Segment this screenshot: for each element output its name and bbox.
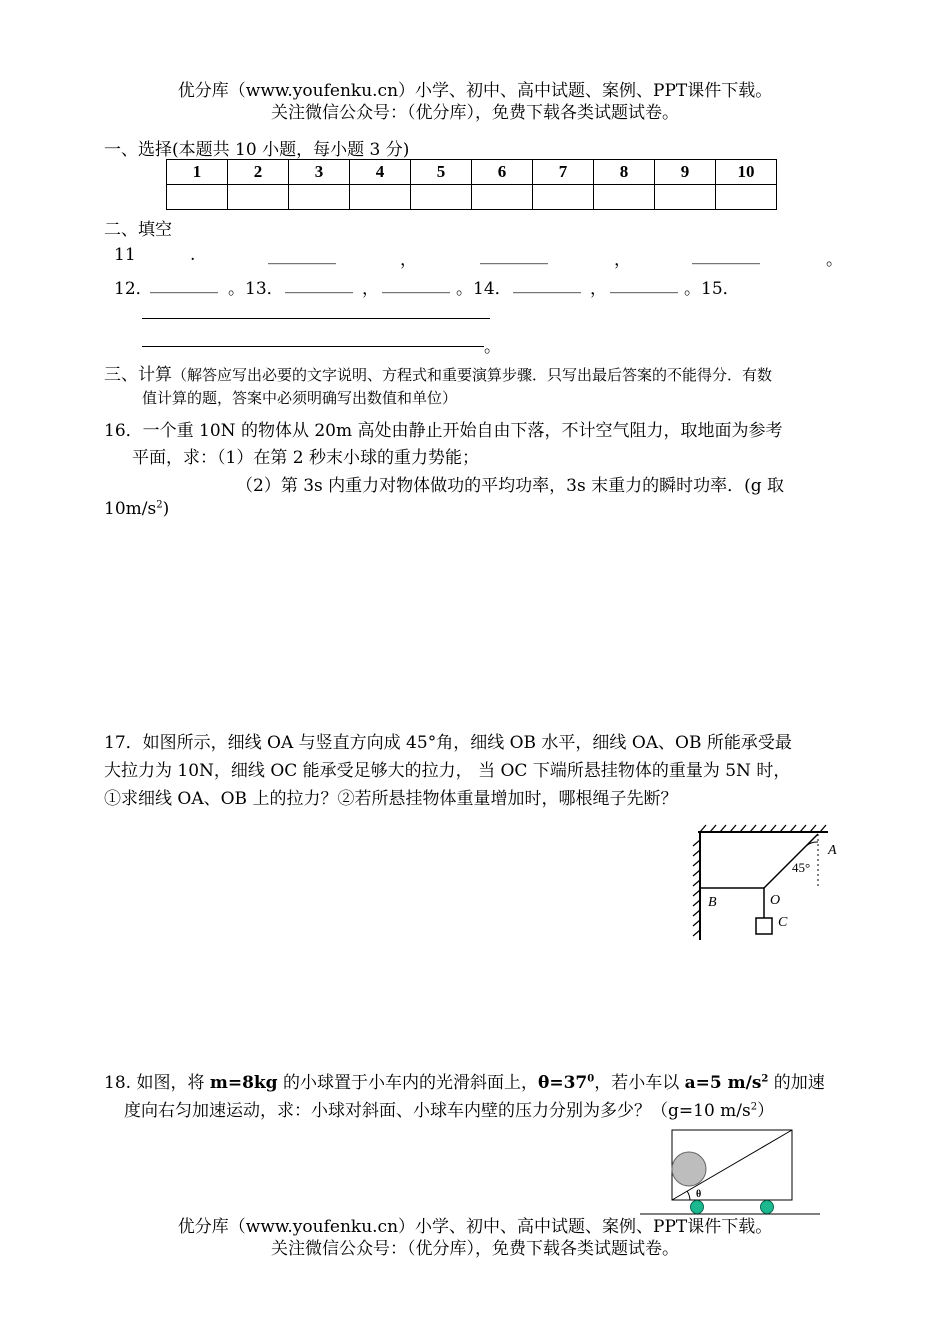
theta-label: θ: [696, 1189, 702, 1200]
answer-table: [166, 159, 777, 210]
q14-comma: ，: [590, 279, 607, 299]
theta-arc: [687, 1191, 690, 1200]
q16-line-3: （2）第 3s 内重力对物体做功的平均功率，3s 末重力的瞬时功率．(g 取: [236, 476, 785, 496]
section-3-heading: 三、计算: [104, 365, 172, 385]
label-o: O: [770, 893, 781, 908]
q18-line-2: 度向右匀加速运动，求：小球对斜面、小球车内壁的压力分别为多少？（g=10 $m/s^2$）: [124, 1101, 775, 1121]
q17-figure: [688, 822, 848, 948]
q17-line-3: ①求细线 OA、OB 上的拉力？②若所悬挂物体重量增加时，哪根绳子先断？: [104, 789, 678, 809]
q18-figure: [640, 1126, 824, 1216]
angle-label: 45°: [792, 860, 811, 875]
q12-blank[interactable]: ________: [150, 274, 218, 294]
ceiling-hatch: [700, 825, 826, 832]
answer-cell-2[interactable]: [228, 185, 289, 210]
answer-cell-10[interactable]: [716, 185, 777, 210]
q13-comma: ，: [362, 279, 379, 299]
q11-comma-2: ，: [614, 250, 631, 270]
section-2-title: 二、填空: [104, 220, 172, 240]
section-1-title: 一、选择(本题共 10 小题，每小题 3 分): [104, 140, 410, 160]
answer-table-header-row: [167, 160, 777, 185]
q13-blank-1[interactable]: ________: [285, 274, 353, 294]
q11-blank-1[interactable]: ________: [268, 245, 336, 265]
hanging-block: [756, 918, 772, 934]
q11-comma-1: ，: [400, 250, 417, 270]
q13-label: 。13．: [228, 279, 284, 299]
q16-line-1: 16．一个重 10N 的物体从 20m 高处由静止开始自由下落，不计空气阻力，取地面为参考: [104, 421, 783, 441]
answer-number-8: 8: [594, 160, 655, 185]
q11-blank-2[interactable]: ________: [480, 245, 548, 265]
q11-period: 。: [826, 250, 843, 270]
answer-number-2: 2: [228, 160, 289, 185]
q11-blank-3[interactable]: ________: [692, 245, 760, 265]
section-3-note-1: （解答应写出必要的文字说明、方程式和重要演算步骤．只写出最后答案的不能得分．有数: [172, 366, 773, 384]
label-b: B: [708, 895, 717, 910]
answer-cell-8[interactable]: [594, 185, 655, 210]
answer-cell-6[interactable]: [472, 185, 533, 210]
q15-answer-line-1[interactable]: [142, 318, 490, 319]
q17-line-2: 大拉力为 10N，细线 OC 能承受足够大的拉力， 当 OC 下端所悬挂物体的重量为 5N 时，: [104, 761, 791, 781]
q17-line-1: 17．如图所示，细线 OA 与竖直方向成 45°角，细线 OB 水平，细线 OA、OB 所能承受最: [104, 733, 792, 753]
answer-cell-3[interactable]: [289, 185, 350, 210]
wall-hatch: [693, 840, 700, 936]
q14-label: 。14．: [456, 279, 512, 299]
answer-number-9: 9: [655, 160, 716, 185]
footer-line-2: 关注微信公众号：（优分库），免费下载各类试题试卷。: [271, 1239, 679, 1259]
answer-cell-5[interactable]: [411, 185, 472, 210]
section-3-title: [104, 360, 772, 385]
q15-answer-line-2[interactable]: [142, 346, 484, 347]
q16-line-4: $10m/s^2$): [104, 499, 170, 519]
answer-number-1: 1: [167, 160, 228, 185]
answer-number-4: 4: [350, 160, 411, 185]
header-line-2: 关注微信公众号：（优分库），免费下载各类试题试卷。: [271, 103, 679, 123]
answer-cell-4[interactable]: [350, 185, 411, 210]
q11-dot: .: [190, 245, 196, 265]
answer-cell-7[interactable]: [533, 185, 594, 210]
answer-number-7: 7: [533, 160, 594, 185]
q13-blank-2[interactable]: ________: [382, 274, 450, 294]
header-line-1: 优分库（www.youfenku.cn）小学、初中、高中试题、案例、PPT课件下载。: [177, 81, 773, 101]
q15-period: 。: [484, 337, 501, 357]
q12-label: 12．: [114, 279, 153, 299]
q14-blank-1[interactable]: ________: [513, 274, 581, 294]
q14-blank-2[interactable]: ________: [610, 274, 678, 294]
answer-number-6: 6: [472, 160, 533, 185]
q15-label: 。15．: [684, 279, 740, 299]
answer-cell-1[interactable]: [167, 185, 228, 210]
q11-number: 11: [114, 245, 136, 265]
ball: [672, 1152, 706, 1186]
footer-line-1: 优分库（www.youfenku.cn）小学、初中、高中试题、案例、PPT课件下载。: [177, 1217, 773, 1237]
q16-line-2: 平面，求：（1）在第 2 秒末小球的重力势能；: [132, 448, 479, 468]
answer-number-5: 5: [411, 160, 472, 185]
answer-table-blank-row[interactable]: [167, 185, 777, 210]
answer-cell-9[interactable]: [655, 185, 716, 210]
label-c: C: [778, 915, 788, 930]
section-3-note-2: 值计算的题，答案中必须明确写出数值和单位）: [142, 389, 458, 407]
answer-number-10: 10: [716, 160, 777, 185]
label-a: A: [828, 843, 837, 858]
answer-number-3: 3: [289, 160, 350, 185]
q18-line-1: 18. 如图，将 m=8kg 的小球置于小车内的光滑斜面上，$\theta=37^0$，若小车以 a=5 $m/s^2$ 的加速: [104, 1073, 825, 1093]
